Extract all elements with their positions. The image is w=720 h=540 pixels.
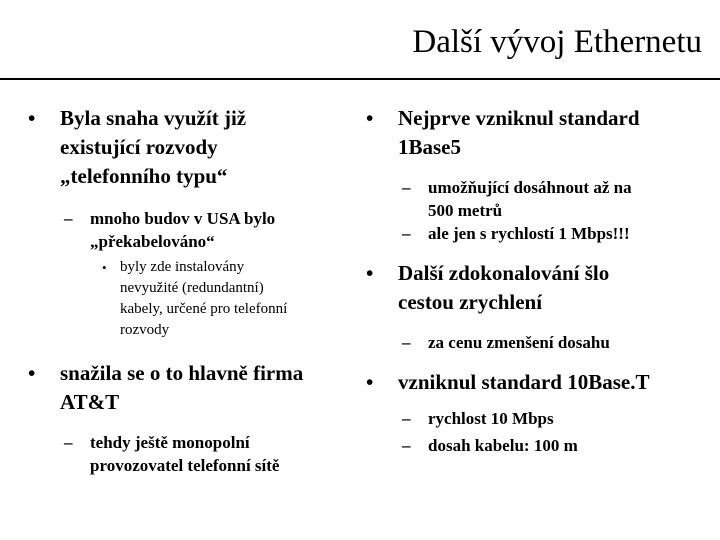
subbullet-1mbps xyxy=(366,222,706,245)
bullet-line: 1Base5 xyxy=(398,135,461,159)
slide-title: Další vývoj Ethernetu xyxy=(412,24,702,60)
bullet-line: AT&T xyxy=(60,390,120,414)
bullet-line: Nejprve vzniknul standard xyxy=(398,106,640,130)
subbullet-reduced-range xyxy=(366,331,706,354)
dash-marker: – xyxy=(402,178,411,197)
bullet-line: vzniknul standard 10Base.T xyxy=(398,370,650,394)
bullet-marker: • xyxy=(28,106,36,130)
dash-marker: – xyxy=(64,209,73,228)
bullet-existing-wiring xyxy=(28,104,350,191)
subbullet-500m xyxy=(366,176,706,222)
bullet-line: existující rozvody xyxy=(60,135,218,159)
bullet-10baset xyxy=(366,368,706,397)
right-column xyxy=(366,104,706,457)
bullet-line: snažila se o to hlavně firma xyxy=(60,361,304,385)
bullet-marker: • xyxy=(102,260,107,275)
subsubbullet-line: nevyužité (redundantní) xyxy=(120,280,264,296)
bullet-line: Byla snaha využít již xyxy=(60,106,247,130)
subbullet-line: rychlost 10 Mbps xyxy=(428,409,554,428)
subsubbullet-redundant-cables xyxy=(28,257,350,341)
subbullet-line: dosah kabelu: 100 m xyxy=(428,436,578,455)
bullet-marker: • xyxy=(366,370,374,394)
dash-marker: – xyxy=(64,433,73,452)
subbullet-line: za cenu zmenšení dosahu xyxy=(428,333,610,352)
subsubbullet-line: kabely, určené pro telefonní xyxy=(120,301,288,317)
subsubbullet-line: rozvody xyxy=(120,322,170,338)
subbullet-line: ale jen s rychlostí 1 Mbps!!! xyxy=(428,224,630,243)
bullet-line: Další zdokonalování šlo xyxy=(398,261,610,285)
dash-marker: – xyxy=(402,409,411,428)
bullet-1base5 xyxy=(366,104,706,162)
subbullet-monopoly-operator xyxy=(28,431,350,477)
subbullet-10mbps xyxy=(366,407,706,430)
subbullet-rewired-buildings xyxy=(28,207,350,253)
subbullet-line: tehdy ještě monopolní xyxy=(90,433,250,452)
subbullet-100m xyxy=(366,434,706,457)
dash-marker: – xyxy=(402,333,411,352)
subbullet-line: 500 metrů xyxy=(428,201,503,220)
subsubbullet-line: byly zde instalovány xyxy=(120,259,245,275)
subbullet-line: „překabelováno“ xyxy=(90,232,215,251)
bullet-marker: • xyxy=(366,261,374,285)
bullet-marker: • xyxy=(28,361,36,385)
title-divider xyxy=(0,78,720,80)
bullet-speedup xyxy=(366,259,706,317)
bullet-line: cestou zrychlení xyxy=(398,290,543,314)
subbullet-line: mnoho budov v USA bylo xyxy=(90,209,276,228)
subbullet-line: umožňující dosáhnout až na xyxy=(428,178,632,197)
bullet-marker: • xyxy=(366,106,374,130)
dash-marker: – xyxy=(402,224,411,243)
bullet-att xyxy=(28,359,350,417)
dash-marker: – xyxy=(402,436,411,455)
bullet-line: „telefonního typu“ xyxy=(60,164,228,188)
left-column xyxy=(28,104,350,477)
subbullet-line: provozovatel telefonní sítě xyxy=(90,456,280,475)
